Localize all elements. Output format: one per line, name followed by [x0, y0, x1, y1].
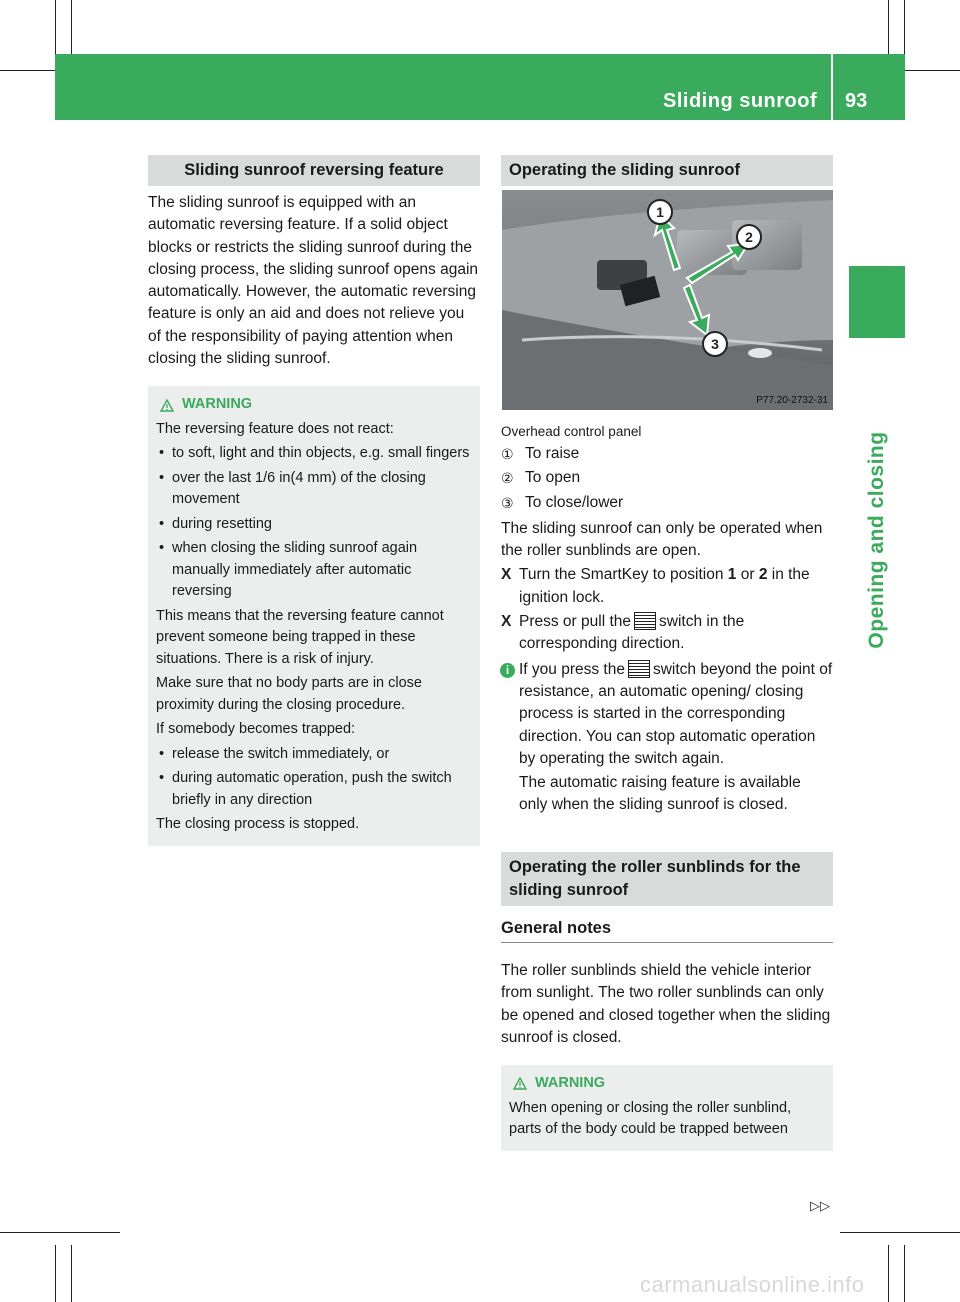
- warning-box: [501, 1065, 833, 1151]
- continue-marker: ▷▷: [810, 1198, 830, 1213]
- legend-item: ③ To close/lower: [501, 493, 624, 511]
- legend-item: ① To raise: [501, 445, 580, 462]
- instruction-step: X Press or pull the switch in the corresponding direction.: [501, 613, 745, 653]
- right-column-top: [501, 155, 833, 186]
- legend-item: ② To open: [501, 469, 581, 487]
- crop-mark: [888, 1245, 889, 1302]
- callout-2: [737, 225, 761, 249]
- crop-mark: [71, 0, 72, 60]
- callout-3: [703, 332, 727, 356]
- step-arrow-icon: X: [501, 566, 512, 584]
- left-column: [148, 155, 480, 846]
- section-heading: Operating the sliding sunroof: [501, 155, 833, 186]
- info-icon: i: [500, 663, 515, 678]
- warning-icon: [513, 1077, 527, 1090]
- chapter-label: Opening and closing: [865, 431, 888, 649]
- crop-mark: [888, 0, 889, 60]
- crop-mark: [840, 1232, 960, 1233]
- page-number: 93: [845, 90, 868, 112]
- page-title: Sliding sunroof: [663, 90, 818, 112]
- crop-mark: [904, 0, 905, 60]
- body-paragraph: The sliding sunroof can only be operated when the roller sunblinds are open.: [501, 519, 823, 560]
- right-column: [501, 423, 833, 1151]
- warning-paragraph: Make sure that no body parts are in close proximity during the closing procedure.: [156, 675, 422, 713]
- warning-text: When opening or closing the roller sunblind, parts of the body could be trapped between: [509, 1099, 792, 1138]
- warning-paragraph: The closing process is stopped.: [156, 816, 360, 833]
- callout-1: [648, 200, 672, 224]
- body-paragraph: The roller sunblinds shield the vehicle interior from sunlight. The two roller sunblinds can only be opened and closed together when the sliding sunroof is closed.: [501, 962, 831, 1046]
- warning-title: WARNING: [182, 396, 253, 413]
- crop-mark: [55, 0, 56, 60]
- sub-heading: General notes: [501, 917, 833, 943]
- section-heading: Operating the roller sunblinds for the sliding sunroof: [501, 852, 833, 906]
- section-tab: [849, 266, 905, 338]
- crop-mark: [71, 1245, 72, 1302]
- image-caption: Overhead control panel: [501, 424, 642, 439]
- crop-mark: [904, 1245, 905, 1302]
- list-item: • release the switch immediately, or: [159, 745, 390, 762]
- list-item: • during resetting: [159, 515, 272, 532]
- warning-paragraph: If somebody becomes trapped:: [156, 721, 356, 738]
- section-heading: Sliding sunroof reversing feature: [148, 155, 480, 186]
- instruction-step: X Turn the SmartKey to position 1 or 2 in the ignition lock.: [501, 566, 810, 606]
- switch-icon: [628, 660, 650, 678]
- body-paragraph: The sliding sunroof is equipped with an automatic reversing feature. If a solid object blocks or restricts the sliding sunroof during the closing process, the sliding sunroof opens again automatically. However, the automatic reversing feature is only an aid and does not relieve you of the responsibility of paying attention when closing the sliding sunroof.: [148, 194, 479, 368]
- warning-title: WARNING: [535, 1075, 606, 1092]
- warning-intro: The reversing feature does not react:: [156, 420, 394, 437]
- warning-paragraph: This means that the reversing feature cannot prevent someone being trapped in these situations. There is a risk of injury.: [156, 607, 444, 667]
- watermark: carmanualsonline.info: [640, 1272, 865, 1297]
- overhead-control-panel-image: [502, 190, 833, 410]
- warning-icon: [160, 399, 174, 412]
- svg-text:1: 1: [656, 204, 664, 220]
- image-code: P77.20-2732-31: [756, 395, 828, 406]
- step-arrow-icon: X: [501, 613, 512, 631]
- svg-text:3: 3: [711, 336, 719, 352]
- warning-header: [156, 394, 472, 416]
- info-paragraph: The automatic raising feature is available only when the sliding sunroof is closed.: [519, 774, 801, 814]
- warning-header: [509, 1073, 825, 1095]
- svg-text:2: 2: [745, 229, 753, 245]
- warning-box: [148, 386, 480, 846]
- list-item: • during automatic operation, push the switch briefly in any direction: [159, 770, 452, 808]
- switch-icon: [634, 612, 656, 630]
- list-item: • to soft, light and thin objects, e.g. small fingers: [159, 445, 470, 462]
- crop-mark: [55, 1245, 56, 1302]
- header-divider: [831, 54, 833, 120]
- info-note: i If you press the switch beyond the point of resistance, an automatic opening/ closing process is started in the corresponding direction. You can stop automatic operation by operating the switch again. The automatic raising feature is available only when the sliding sunroof is closed.: [501, 659, 833, 817]
- crop-mark: [0, 1232, 120, 1233]
- list-item: • when closing the sliding sunroof again manually immediately after automatic reversing: [159, 540, 418, 600]
- list-item: • over the last 1/6 in(4 mm) of the closing movement: [159, 469, 426, 508]
- page-header: [55, 54, 905, 120]
